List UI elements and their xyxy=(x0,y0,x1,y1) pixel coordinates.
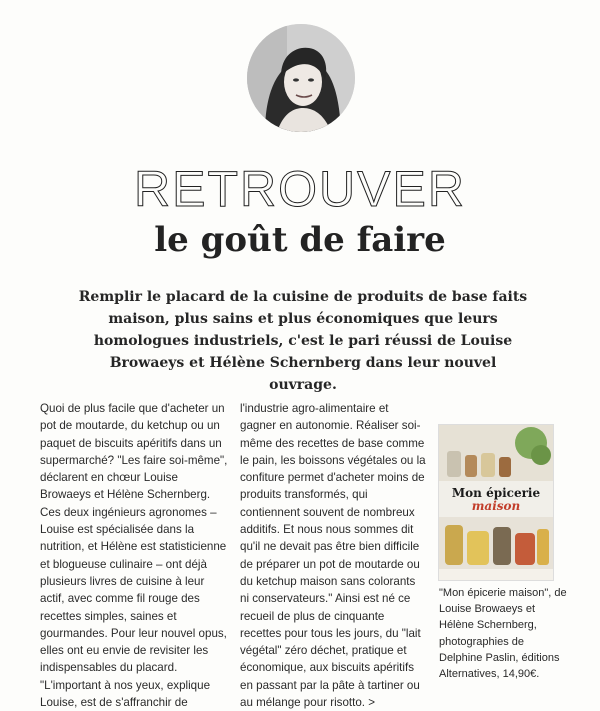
book-caption xyxy=(439,585,569,682)
book-caption-text: "Mon épicerie maison", de Louise Browaeys et Hélène Schernberg, photographies de Delphine Paslin, éditions Alternatives, 14,90€. xyxy=(439,587,567,681)
portrait-photo xyxy=(247,24,355,132)
author-portrait xyxy=(247,24,355,132)
title-line-2: le goût de faire xyxy=(154,220,446,260)
book-cover-title-line-1: Mon épicerie xyxy=(451,486,541,500)
body-column-2 xyxy=(240,400,426,711)
body-text-2: l'industrie agro-alimentaire et gagner en autonomie. Réaliser soi-même des recettes de base comme le pain, les boissons végétales ou la confiture permet d'acheter moins de produits transformés, qui contiennent souvent de nombreux additifs. Et nous nous sommes dit qu'il ne devait pas être bien difficile de préparer un pot de moutarde ou du ketchup maison sans colorants ni conservateurs." Ainsi est né ce recueil de plus de cinquante recettes pour tous les jours, du "lait végétal" zéro déchet, pratique et économique, aux biscuits apéritifs en passant par la pâte à tartiner ou au mélange pour risotto. > xyxy=(240,402,426,710)
book-cover xyxy=(439,425,553,580)
body-text-1: Quoi de plus facile que d'acheter un pot de moutarde, du ketchup ou un paquet de biscuits apéritifs dans un supermarché? "Les faire soi-même", déclarent en chœur Louise Browaeys et Hélène Schernberg. Ces deux ingénieurs agronomes – Louise est spécialisée dans la nutrition, et Hélène est statisticienne et blogueuse culinaire – ont déjà plusieurs livres de cuisine à leur actif, avec comme fil rouge des recettes simples, saines et gourmandes. Pour leur nouvel opus, elles ont eu envie de revisiter les indispensables du placard. "L'important à nos yeux, explique Louise, est de s'affranchir de xyxy=(40,402,228,710)
title-line-1: RETROUVER xyxy=(134,161,466,217)
lead-paragraph: Remplir le placard de la cuisine de produits de base faits maison, plus sains et plus économiques que leurs homologues industriels, c'est le pari réussi de Louise Browaeys et Hélène Schernberg dans leur nouvel ouvrage. xyxy=(78,289,528,393)
book-cover-title xyxy=(439,487,553,513)
book-cover-title-line-2: maison xyxy=(471,499,521,513)
body-column-1 xyxy=(40,400,230,711)
